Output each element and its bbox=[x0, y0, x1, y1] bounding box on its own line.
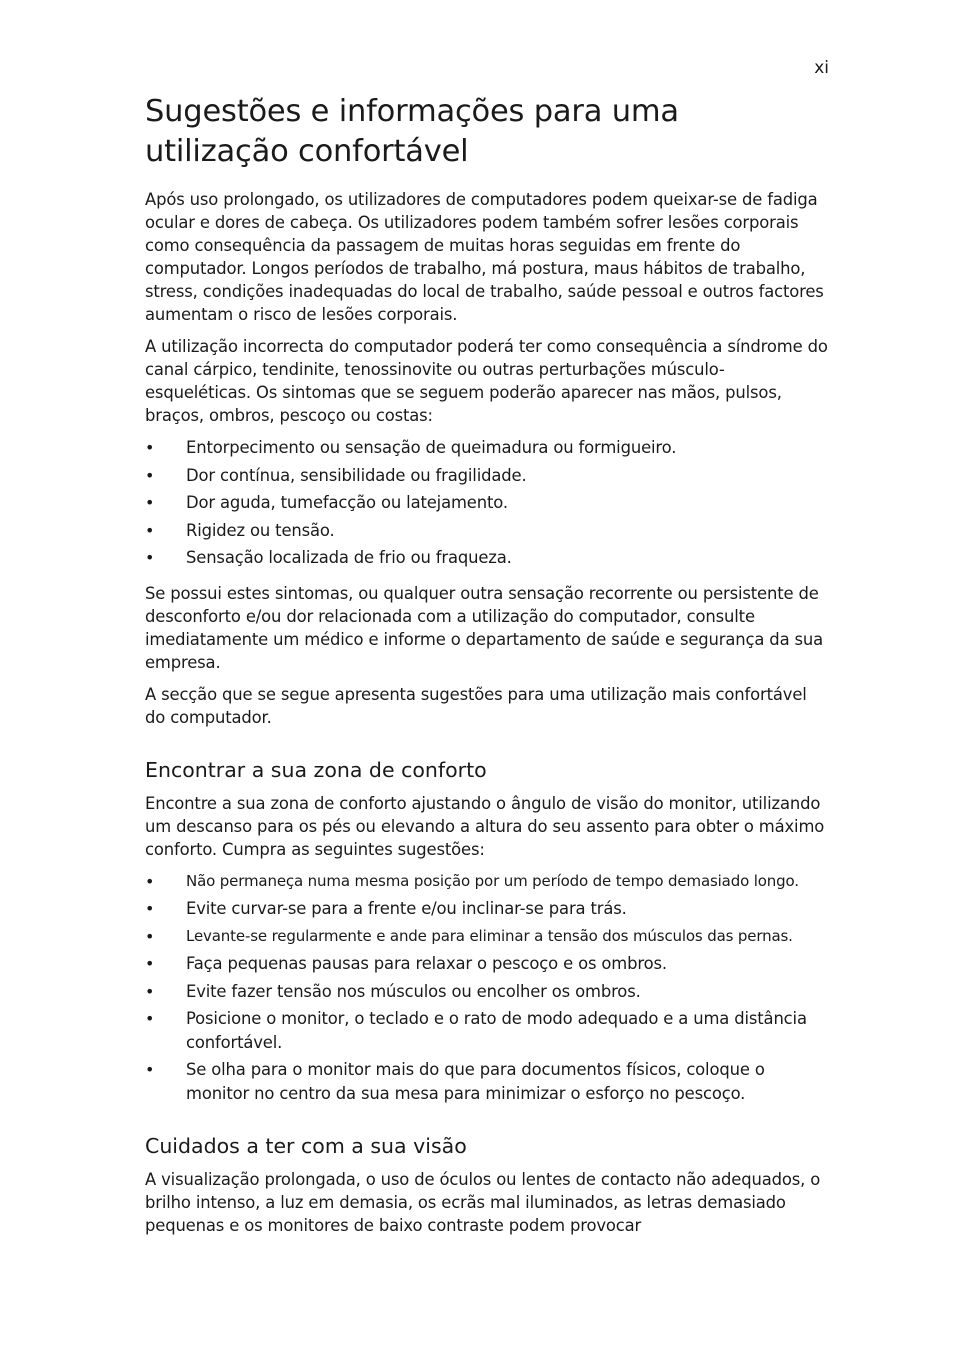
list-item: • Levante-se regularmente e ande para eliminar a tensão dos músculos das pernas. bbox=[145, 925, 830, 949]
list-item: • Se olha para o monitor mais do que para documentos físicos, coloque o monitor no centro da sua mesa para minimizar o esforço no pescoço. bbox=[145, 1060, 765, 1103]
bullet-icon: • bbox=[145, 548, 155, 567]
page-title: Sugestões e informações para uma utilização confortável bbox=[145, 94, 679, 169]
bullet-icon: • bbox=[145, 520, 155, 540]
body-paragraph: A secção que se segue apresenta sugestões para uma utilização mais confortável do computador. bbox=[145, 684, 807, 727]
bullet-icon: • bbox=[145, 1060, 155, 1079]
bullet-icon: • bbox=[145, 954, 155, 973]
bullet-icon: • bbox=[145, 899, 155, 918]
list-item: • Não permaneça numa mesma posição por um período de tempo demasiado longo. bbox=[145, 870, 830, 894]
comfort-tips-list bbox=[145, 870, 830, 1106]
bullet-icon: • bbox=[145, 871, 155, 891]
list-item: • Entorpecimento ou sensação de queimadura ou formigueiro. bbox=[145, 436, 830, 460]
section-heading-vision-care: Cuidados a ter com a sua visão bbox=[145, 1134, 467, 1158]
list-item: • Faça pequenas pausas para relaxar o pescoço e os ombros. bbox=[145, 952, 830, 976]
bullet-icon: • bbox=[145, 926, 155, 946]
bullet-icon: • bbox=[145, 493, 155, 512]
list-item: • Posicione o monitor, o teclado e o rato de modo adequado e a uma distância confortável. bbox=[145, 1009, 807, 1052]
body-paragraph: Se possui estes sintomas, ou qualquer outra sensação recorrente ou persistente de desconforto e/ou dor relacionada com a utilização do computador, consulte imediatamente um médico e informe o departamento de saúde e segurança da sua empresa. bbox=[145, 583, 824, 672]
symptoms-list bbox=[145, 436, 830, 570]
list-item: • Dor aguda, tumefacção ou latejamento. bbox=[145, 491, 830, 515]
page-content bbox=[145, 92, 830, 1246]
intro-paragraph: Após uso prolongado, os utilizadores de computadores podem queixar-se de fadiga ocular e dores de cabeça. Os utilizadores podem também sofrer lesões corporais como consequência da passagem de muitas horas seguidas em frente do computador. Longos períodos de trabalho, má postura, maus hábitos de trabalho, stress, condições inadequadas do local de trabalho, saúde pessoal e outros factores aumentam o risco de lesões corporais. bbox=[145, 190, 824, 324]
intro-paragraph: A utilização incorrecta do computador poderá ter como consequência a síndrome do canal cárpico, tendinite, tenossinovite ou outras perturbações músculo-esqueléticas. Os sintomas que se seguem poderão aparecer nas mãos, pulsos, braços, ombros, pescoço ou costas: bbox=[145, 337, 828, 425]
list-item: • Sensação localizada de frio ou fraqueza. bbox=[145, 546, 830, 570]
section-paragraph: A visualização prolongada, o uso de óculos ou lentes de contacto não adequados, o brilho intenso, a luz em demasia, os ecrãs mal iluminados, as letras demasiado pequenas e os monitores de baixo contraste podem provocar bbox=[145, 1170, 821, 1235]
page-number: xi bbox=[814, 58, 829, 78]
section-paragraph: Encontre a sua zona de conforto ajustando o ângulo de visão do monitor, utilizando um descanso para os pés ou elevando a altura do seu assento para obter o máximo conforto. Cumpra as seguintes sugestões: bbox=[145, 793, 825, 859]
bullet-icon: • bbox=[145, 1009, 155, 1028]
list-item: • Rigidez ou tensão. bbox=[145, 519, 830, 543]
section-heading-comfort-zone: Encontrar a sua zona de conforto bbox=[145, 757, 487, 782]
list-item: • Evite fazer tensão nos músculos ou encolher os ombros. bbox=[145, 980, 830, 1004]
list-item: • Evite curvar-se para a frente e/ou inclinar-se para trás. bbox=[145, 897, 830, 921]
bullet-icon: • bbox=[145, 438, 155, 457]
bullet-icon: • bbox=[145, 981, 155, 1001]
list-item: • Dor contínua, sensibilidade ou fragilidade. bbox=[145, 464, 830, 488]
bullet-icon: • bbox=[145, 465, 155, 485]
